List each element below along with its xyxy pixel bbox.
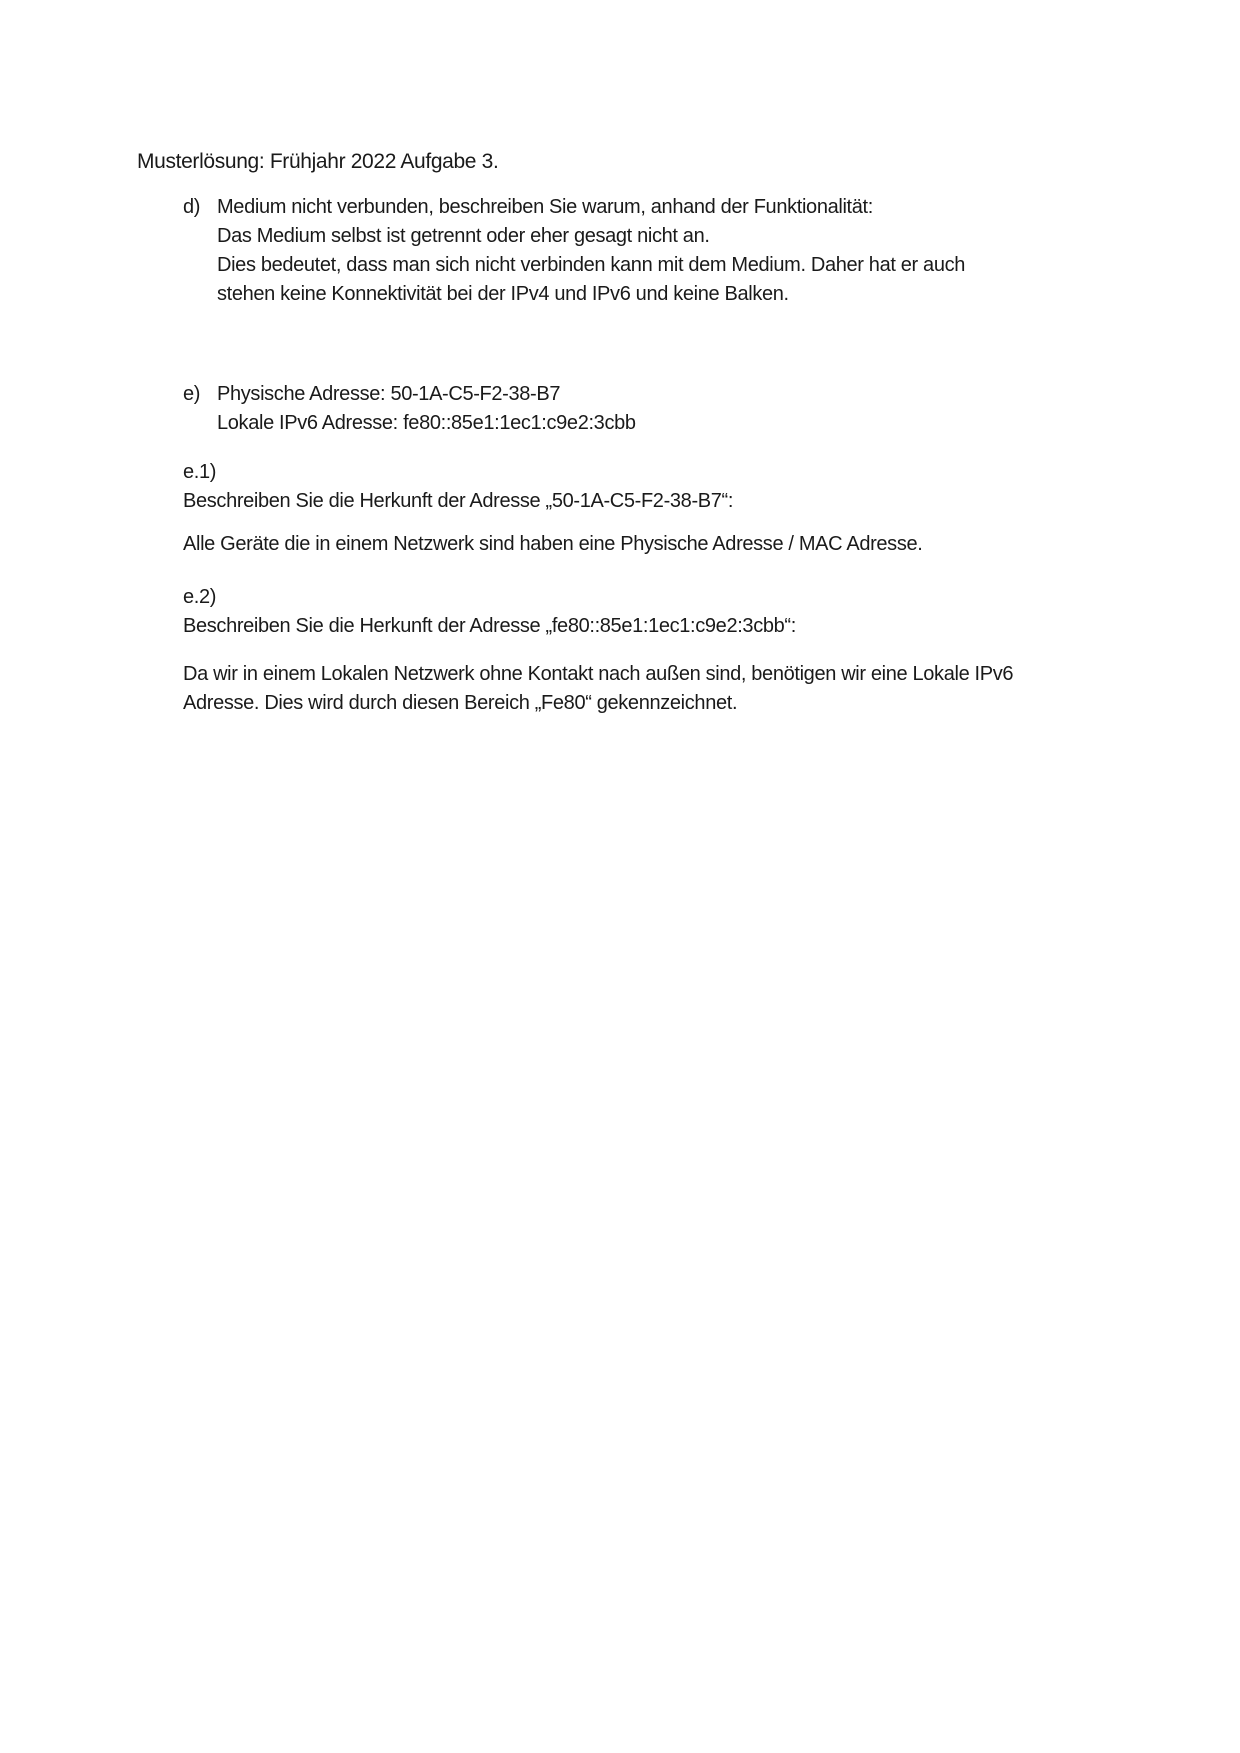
answer-item-e [183,380,1140,438]
section-e2-question [183,583,1140,641]
section-e2-answer [183,660,1140,718]
answer-line: stehen keine Konnektivität bei der IPv4 und IPv6 und keine Balken. [217,283,789,305]
answer-item-d [183,193,1140,309]
document-title: Musterlösung: Frühjahr 2022 Aufgabe 3. [137,150,499,173]
answer-item-d-content [217,193,1140,309]
answer-line: Das Medium selbst ist getrennt oder eher gesagt nicht an. [217,225,710,247]
section-e1-answer [183,530,1140,559]
section-e2-answer-line: Da wir in einem Lokalen Netzwerk ohne Kontakt nach außen sind, benötigen wir eine Lokale IPv6 [183,663,1014,685]
section-e1-label: e.1) [183,461,217,483]
answer-item-e-content [217,380,1140,438]
answer-line: Medium nicht verbunden, beschreiben Sie warum, anhand der Funktionalität: [217,196,873,218]
answer-line: Dies bedeutet, dass man sich nicht verbinden kann mit dem Medium. Daher hat er auch [217,254,966,276]
section-e1-question-text: Beschreiben Sie die Herkunft der Adresse „50-1A-C5-F2-38-B7“: [183,490,734,512]
section-e2-answer-line: Adresse. Dies wird durch diesen Bereich „Fe80“ gekennzeichnet. [183,692,738,714]
list-marker-d: d) [183,196,201,218]
list-marker-e: e) [183,383,201,405]
answer-line: Lokale IPv6 Adresse: fe80::85e1:1ec1:c9e2:3cbb [217,412,636,434]
section-e2-label: e.2) [183,586,217,608]
section-e1-answer-text: Alle Geräte die in einem Netzwerk sind haben eine Physische Adresse / MAC Adresse. [183,533,923,555]
answer-line: Physische Adresse: 50-1A-C5-F2-38-B7 [217,383,561,405]
section-e2-question-text: Beschreiben Sie die Herkunft der Adresse „fe80::85e1:1ec1:c9e2:3cbb“: [183,615,796,637]
section-e1-question [183,458,1140,516]
